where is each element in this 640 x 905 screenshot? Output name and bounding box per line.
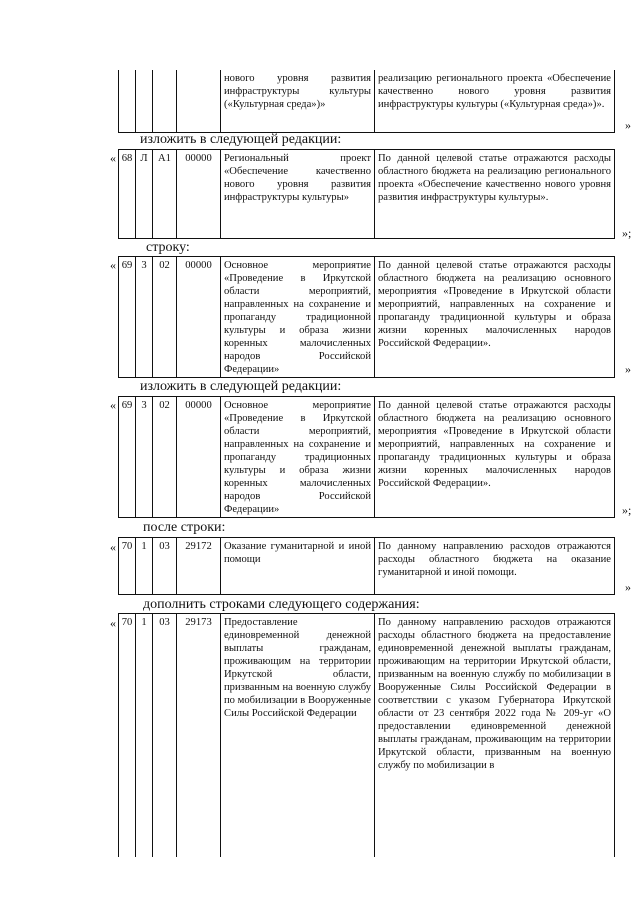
table-row xyxy=(119,397,615,518)
table-row xyxy=(119,614,615,858)
table-fragment-2 xyxy=(118,149,615,239)
table-row xyxy=(119,538,615,595)
description-cell: По данной целевой статье отражаются расходы областного бюджета на реализацию регионального проекта «Обеспечение качественно нового уровня развития инфраструктуры культуры». xyxy=(375,150,615,239)
name-cell: нового уровня развития инфраструктуры культуры («Культурная среда»)» xyxy=(221,70,375,133)
closing-quote: » xyxy=(625,362,631,376)
opening-quote: « xyxy=(110,398,116,412)
opening-quote: « xyxy=(110,151,116,165)
name-cell: Основное мероприятие «Проведение в Иркутской области мероприятий, направленных на сохранение и пропаганду традиционной культуры и образа жизни коренных малочисленных народов Российской Федерации» xyxy=(221,257,375,378)
code-cell xyxy=(153,70,177,133)
code-cell: 03 xyxy=(153,614,177,858)
table-row xyxy=(119,70,615,133)
code-cell: 29173 xyxy=(177,614,221,858)
opening-quote: « xyxy=(110,540,116,554)
description-cell: реализацию регионального проекта «Обеспечение качественно нового уровня развития инфраструктуры культуры («Культурная среда»)». xyxy=(375,70,615,133)
table-fragment-6 xyxy=(118,613,615,857)
code-cell: 69 xyxy=(119,257,136,378)
code-cell xyxy=(136,70,153,133)
opening-quote: « xyxy=(110,258,116,272)
instruction-heading: изложить в следующей редакции: xyxy=(140,379,342,394)
code-cell: А1 xyxy=(153,150,177,239)
name-cell: Региональный проект «Обеспечение качественно нового уровня развития инфраструктуры культуры» xyxy=(221,150,375,239)
table-row xyxy=(119,257,615,378)
code-cell xyxy=(119,70,136,133)
code-cell xyxy=(177,70,221,133)
closing-quote: »; xyxy=(622,503,632,517)
code-cell: 3 xyxy=(136,397,153,518)
instruction-heading: изложить в следующей редакции: xyxy=(140,132,342,147)
code-cell: 00000 xyxy=(177,257,221,378)
closing-quote: »; xyxy=(622,226,632,240)
code-cell: 1 xyxy=(136,614,153,858)
table-fragment-3 xyxy=(118,256,615,378)
instruction-heading: строку: xyxy=(146,240,190,255)
code-cell: 68 xyxy=(119,150,136,239)
table-fragment-5 xyxy=(118,537,615,595)
code-cell: 1 xyxy=(136,538,153,595)
code-cell: 69 xyxy=(119,397,136,518)
opening-quote: « xyxy=(110,616,116,630)
code-cell: 00000 xyxy=(177,397,221,518)
code-cell: 70 xyxy=(119,538,136,595)
table-row xyxy=(119,150,615,239)
closing-quote: » xyxy=(625,118,631,132)
code-cell: 02 xyxy=(153,397,177,518)
table-fragment-1 xyxy=(118,70,615,133)
instruction-heading: после строки: xyxy=(143,520,226,535)
description-cell: По данной целевой статье отражаются расходы областного бюджета на реализацию основного мероприятия «Проведение в Иркутской области мероприятий, направленных на сохранение и пропаганду традиционной культуры и образа жизни коренных малочисленных народов Российской Федерации». xyxy=(375,257,615,378)
code-cell: 70 xyxy=(119,614,136,858)
table-fragment-4 xyxy=(118,396,615,518)
description-cell: По данной целевой статье отражаются расходы областного бюджета на реализацию основного мероприятия «Проведение в Иркутской области мероприятий, направленных на сохранение и пропаганду традиционных культуры и образа жизни коренных малочисленных народов Российской Федерации». xyxy=(375,397,615,518)
code-cell: Л xyxy=(136,150,153,239)
description-cell: По данному направлению расходов отражаются расходы областного бюджета на предоставление единовременной денежной выплаты гражданам, проживающим на территории Иркутской области, призванным на военную службу по мобилизации в Вооруженные Силы Российской Федерации в соответствии с указом Губернатора Иркутской области от 23 сентября 2022 года № 209-уг «О предоставлении единовременной денежной выплаты гражданам, проживающим на территории Иркутской области, призванным на военную службу по мобилизации в xyxy=(375,614,615,858)
code-cell: 03 xyxy=(153,538,177,595)
instruction-heading: дополнить строками следующего содержания: xyxy=(143,597,420,612)
closing-quote: » xyxy=(625,580,631,594)
name-cell: Оказание гуманитарной и иной помощи xyxy=(221,538,375,595)
code-cell: 00000 xyxy=(177,150,221,239)
code-cell: 3 xyxy=(136,257,153,378)
name-cell: Предоставление единовременной денежной выплаты гражданам, проживающим на территории Иркутской области, призванным на военную службу по мобилизации в Вооруженные Силы Российской Федерации xyxy=(221,614,375,858)
code-cell: 02 xyxy=(153,257,177,378)
code-cell: 29172 xyxy=(177,538,221,595)
name-cell: Основное мероприятие «Проведение в Иркутской области мероприятий, направленных на сохранение и пропаганду традиционных культуры и образа жизни коренных малочисленных народов Российской Федерации» xyxy=(221,397,375,518)
description-cell: По данному направлению расходов отражаются расходы областного бюджета на оказание гуманитарной и иной помощи. xyxy=(375,538,615,595)
